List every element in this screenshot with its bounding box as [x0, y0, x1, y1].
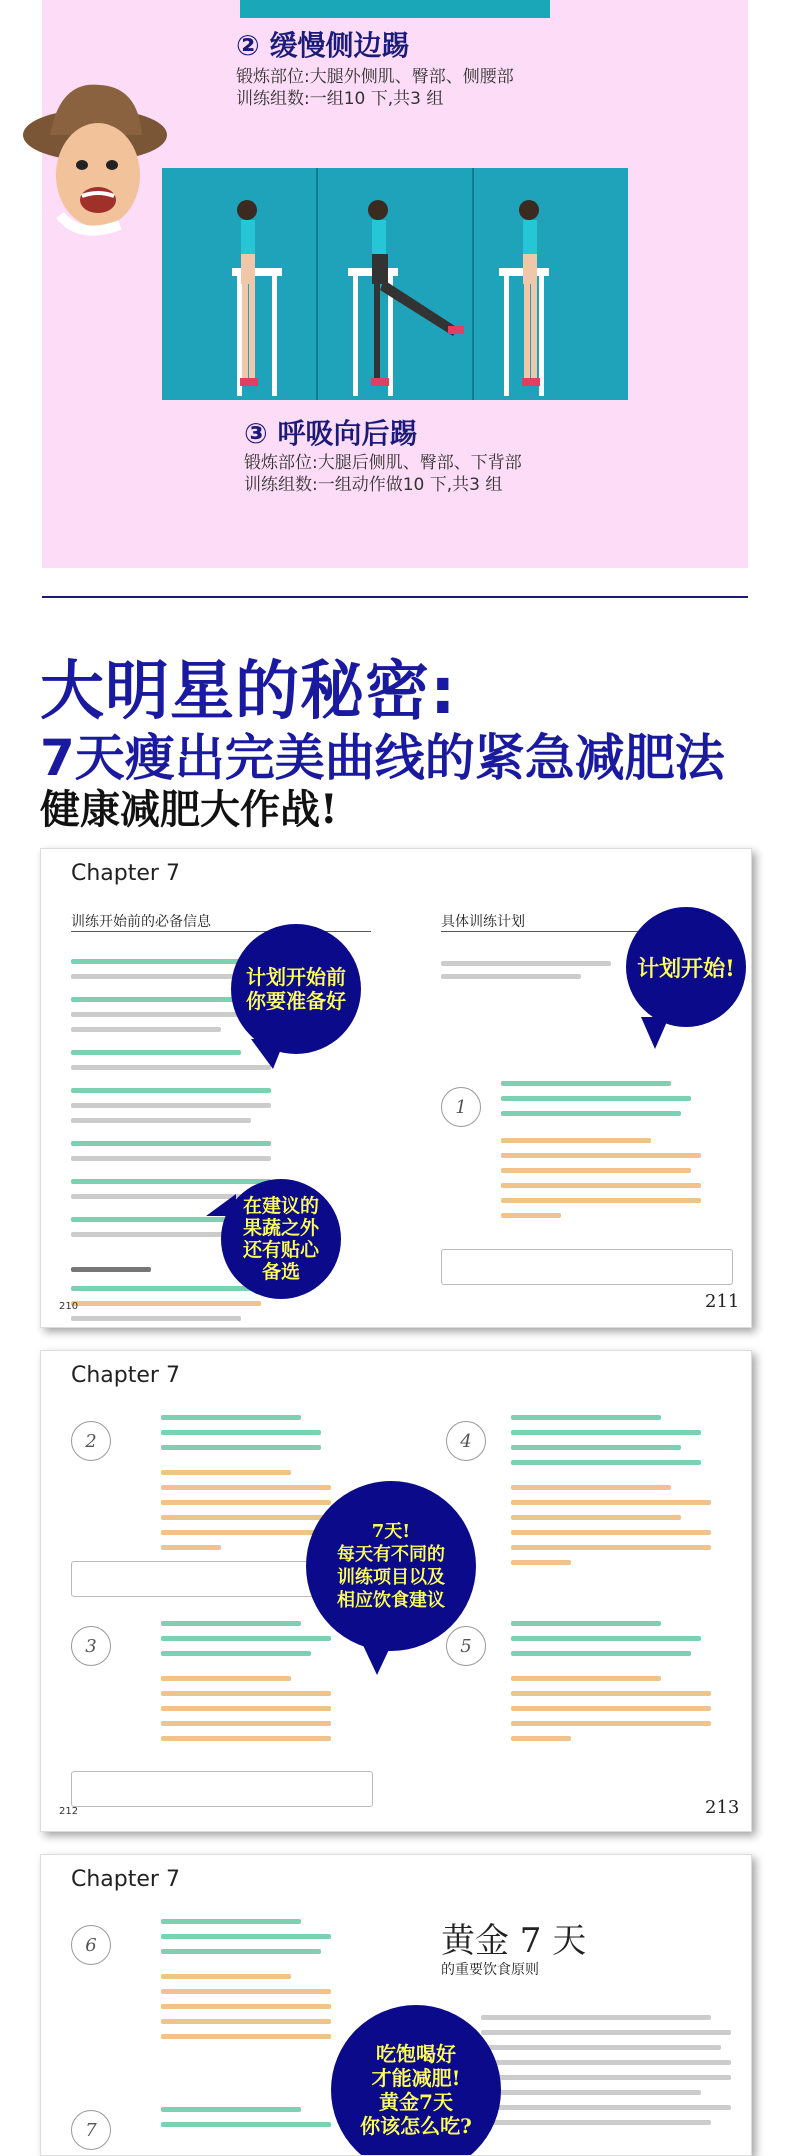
day-6-plan — [161, 1919, 361, 2039]
exercise-3-part: 锻炼部位:大腿后侧肌、臀部、下背部 — [244, 453, 522, 473]
exercise-photo-3 — [474, 168, 628, 400]
top-photo-strip — [240, 0, 550, 18]
left-page-number: 210 — [59, 1301, 79, 1312]
exercise-2-part: 锻炼部位:大腿外侧肌、臀部、侧腰部 — [236, 67, 514, 87]
left-page-title: 训练开始前的必备信息 — [71, 914, 211, 930]
chapter-label: Chapter 7 — [71, 1867, 180, 1892]
exercise-photo-1 — [162, 168, 318, 400]
book-spread-1 — [40, 848, 752, 1328]
golden-7-days-title: 黄金 7 天 — [441, 1921, 587, 1961]
chapter-label: Chapter 7 — [71, 861, 180, 886]
day-2-badge: 2 — [71, 1421, 111, 1461]
day-6-badge: 6 — [71, 1925, 111, 1965]
exercise-3-sets: 训练组数:一组动作做10 下,共3 组 — [244, 475, 503, 495]
day-3-badge: 3 — [71, 1626, 111, 1666]
speech-bubble-diet: 吃饱喝好 才能减肥! 黄金7天 你该怎么吃? — [331, 2005, 501, 2156]
exercise-3-title: ③ 呼吸向后踢 — [244, 417, 418, 450]
celebrity-cartoon-avatar — [20, 75, 170, 245]
right-page-title: 具体训练计划 — [441, 914, 525, 930]
plan-intro-text — [441, 961, 611, 979]
bubble-tail — [361, 1641, 393, 1675]
golden-7-days-subtitle: 的重要饮食原则 — [441, 1962, 539, 1978]
day-1-badge: 1 — [441, 1087, 481, 1127]
note-box — [441, 1249, 733, 1285]
day-1-plan — [501, 1081, 721, 1218]
exercise-2-title: ② 缓慢侧边踢 — [236, 29, 410, 62]
day-3-plan — [161, 1621, 361, 1741]
book-spread-2 — [40, 1350, 752, 1832]
day-7-badge: 7 — [71, 2110, 111, 2150]
day-4-plan — [511, 1415, 721, 1565]
speech-bubble-alternatives: 在建议的 果蔬之外 还有贴心 备选 — [221, 1179, 341, 1299]
day-4-badge: 4 — [446, 1421, 486, 1461]
exercise-2-sets: 训练组数:一组10 下,共3 组 — [236, 89, 444, 109]
exercise-photo-strip — [162, 168, 628, 400]
day-5-badge: 5 — [446, 1626, 486, 1666]
left-page-number: 212 — [59, 1806, 79, 1817]
diet-principles-text — [481, 2015, 731, 2125]
right-page-number: 213 — [705, 1797, 740, 1818]
bubble-tail — [206, 1194, 236, 1216]
headline-main: 大明星的秘密: — [40, 655, 457, 729]
headline-subtitle: 7天瘦出完美曲线的紧急减肥法 — [40, 729, 725, 787]
note-box — [71, 1771, 373, 1807]
speech-bubble-prepare: 计划开始前 你要准备好 — [231, 924, 361, 1054]
book-spread-3 — [40, 1854, 752, 2156]
speech-bubble-start: 计划开始! — [626, 907, 746, 1027]
section-divider — [42, 596, 748, 598]
speech-bubble-7-days: 7天! 每天有不同的 训练项目以及 相应饮食建议 — [306, 1481, 476, 1651]
chapter-label: Chapter 7 — [71, 1363, 180, 1388]
day-7-plan — [161, 2107, 361, 2127]
headline-tagline: 健康减肥大作战! — [40, 786, 338, 833]
bubble-tail — [251, 1039, 285, 1069]
bubble-tail — [641, 1017, 669, 1049]
day-5-plan — [511, 1621, 721, 1741]
exercise-photo-2 — [318, 168, 474, 400]
right-page-number: 211 — [705, 1291, 740, 1312]
